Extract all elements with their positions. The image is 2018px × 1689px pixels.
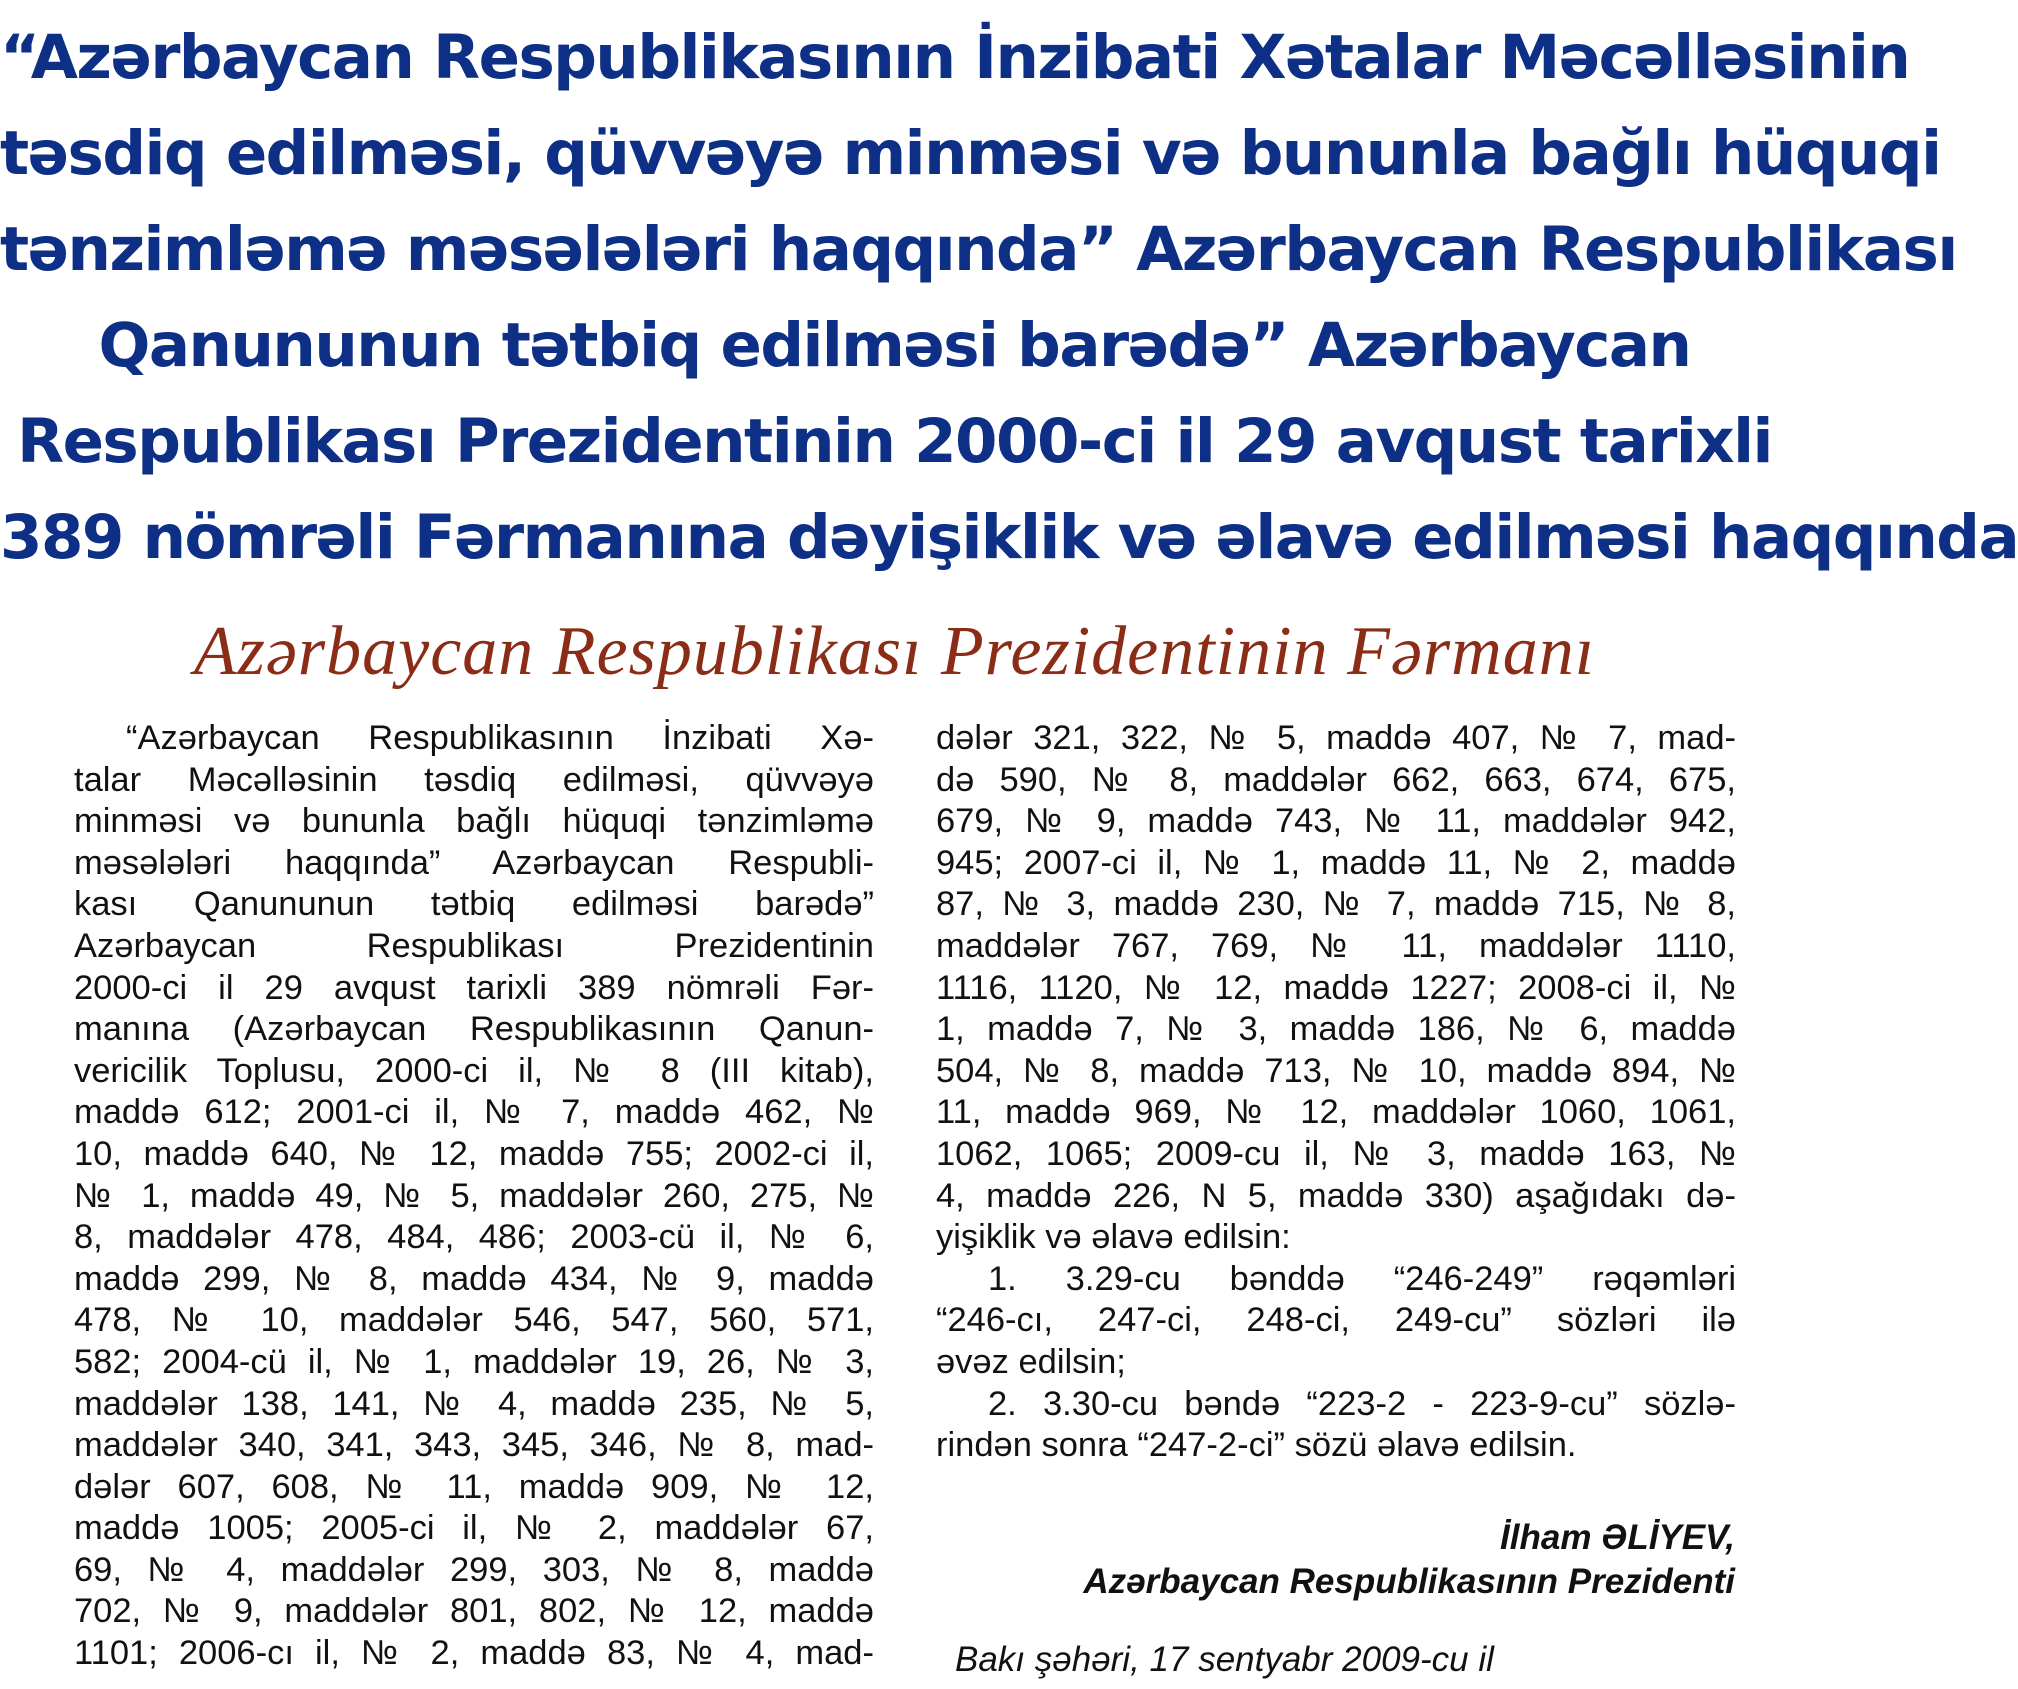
body-line: rindən sonra “247-2-ci” sözü əlavə edilsin. [936,1426,1577,1465]
body-line: maddələr 138, 141, № 4, maddə 235, № 5, [74,1384,874,1423]
signature-name: İlham ƏLİYEV, [1500,1518,1735,1557]
body-line: maddələr 767, 769, № 11, maddələr 1110, [936,926,1736,965]
document-subtitle: Azərbaycan Respublikası Prezidentinin Fərmanı [193,613,1596,690]
title-line: Respublikası Prezidentinin 2000-ci il 29 avqust tarixli [17,406,1772,477]
body-column-left [74,718,874,1675]
body-line: 1101; 2006-cı il, № 2, maddə 83, № 4, mad- [74,1634,874,1673]
body-line: 478, № 10, maddələr 546, 547, 560, 571, [74,1301,874,1340]
body-line: minməsi və bununla bağlı hüquqi tənzimləmə [74,802,874,841]
signature-role: Azərbaycan Respublikasının Prezidenti [1083,1562,1735,1601]
body-line: 69, № 4, maddələr 299, 303, № 8, maddə [74,1550,874,1589]
body-line: dələr 607, 608, № 11, maddə 909, № 12, [74,1467,874,1506]
title-line: Qanununun tətbiq edilməsi barədə” Azərbaycan [98,310,1691,381]
body-line: 11, maddə 969, № 12, maddələr 1060, 1061, [936,1093,1736,1132]
body-line: 702, № 9, maddələr 801, 802, № 12, maddə [74,1592,874,1631]
body-line: manına (Azərbaycan Respublikasının Qanun- [74,1010,874,1049]
body-line: 679, № 9, maddə 743, № 11, maddələr 942, [936,802,1736,841]
body-line: məsələləri haqqında” Azərbaycan Respubli- [74,843,874,882]
body-line: yişiklik və əlavə edilsin: [936,1218,1291,1257]
body-line: 1062, 1065; 2009-cu il, № 3, maddə 163, № [936,1134,1736,1173]
title-line: tənzimləmə məsələləri haqqında” Azərbaycan Respublikası [0,214,1957,285]
body-line: maddələr 340, 341, 343, 345, 346, № 8, mad- [74,1426,874,1465]
body-column-right [936,718,1736,1467]
body-line: № 1, maddə 49, № 5, maddələr 260, 275, № [74,1176,874,1215]
body-line: 1116, 1120, № 12, maddə 1227; 2008-ci il, № [936,968,1736,1007]
body-line: 582; 2004-cü il, № 1, maddələr 19, 26, № 3, [74,1342,874,1381]
list-item-2: 2. 3.30-cu bəndə “223-2 - 223-9-cu” sözlə- [988,1384,1736,1423]
body-line: dələr 321, 322, № 5, maddə 407, № 7, mad- [936,719,1736,757]
body-line: Azərbaycan Respublikası Prezidentinin [74,926,874,965]
body-line: 87, № 3, maddə 230, № 7, maddə 715, № 8, [936,885,1736,924]
body-line: 4, maddə 226, N 5, maddə 330) aşağıdakı də- [936,1176,1736,1215]
body-line: vericilik Toplusu, 2000-ci il, № 8 (III kitab), [74,1051,874,1090]
body-line: 8, maddələr 478, 484, 486; 2003-cü il, № 6, [74,1218,874,1257]
body-line: 10, maddə 640, № 12, maddə 755; 2002-ci il, [74,1134,874,1173]
body-line: “Azərbaycan Respublikasının İnzibati Xə- [126,719,874,757]
body-line: maddə 612; 2001-ci il, № 7, maddə 462, № [74,1093,874,1132]
title-line: 389 nömrəli Fərmanına dəyişiklik və əlavə edilməsi haqqında [0,502,2018,573]
body-line: talar Məcəlləsinin təsdiq edilməsi, qüvvəyə [74,760,874,799]
body-line: maddə 299, № 8, maddə 434, № 9, maddə [74,1259,874,1298]
title-line: “Azərbaycan Respublikasının İnzibati Xətalar Məcəlləsinin [0,22,1910,93]
body-line: maddə 1005; 2005-ci il, № 2, maddələr 67, [74,1509,874,1548]
body-line: 1, maddə 7, № 3, maddə 186, № 6, maddə [936,1010,1736,1049]
body-line: kası Qanununun tətbiq edilməsi barədə” [74,885,874,924]
body-line: əvəz edilsin; [936,1342,1126,1381]
document-title [0,10,2018,586]
title-line: təsdiq edilməsi, qüvvəyə minməsi və bununla bağlı hüquqi [0,118,1941,189]
body-line: 504, № 8, maddə 713, № 10, maddə 894, № [936,1051,1736,1090]
list-item-1: 1. 3.29-cu bənddə “246-249” rəqəmləri [988,1259,1736,1298]
body-line: 2000-ci il 29 avqust tarixli 389 nömrəli Fər- [74,968,874,1007]
body-line: “246-cı, 247-ci, 248-ci, 249-cu” sözləri ilə [936,1301,1736,1340]
body-line: 945; 2007-ci il, № 1, maddə 11, № 2, maddə [936,843,1736,882]
body-line: də 590, № 8, maddələr 662, 663, 674, 675, [936,760,1736,799]
place-date: Bakı şəhəri, 17 sentyabr 2009-cu il [955,1640,1494,1679]
